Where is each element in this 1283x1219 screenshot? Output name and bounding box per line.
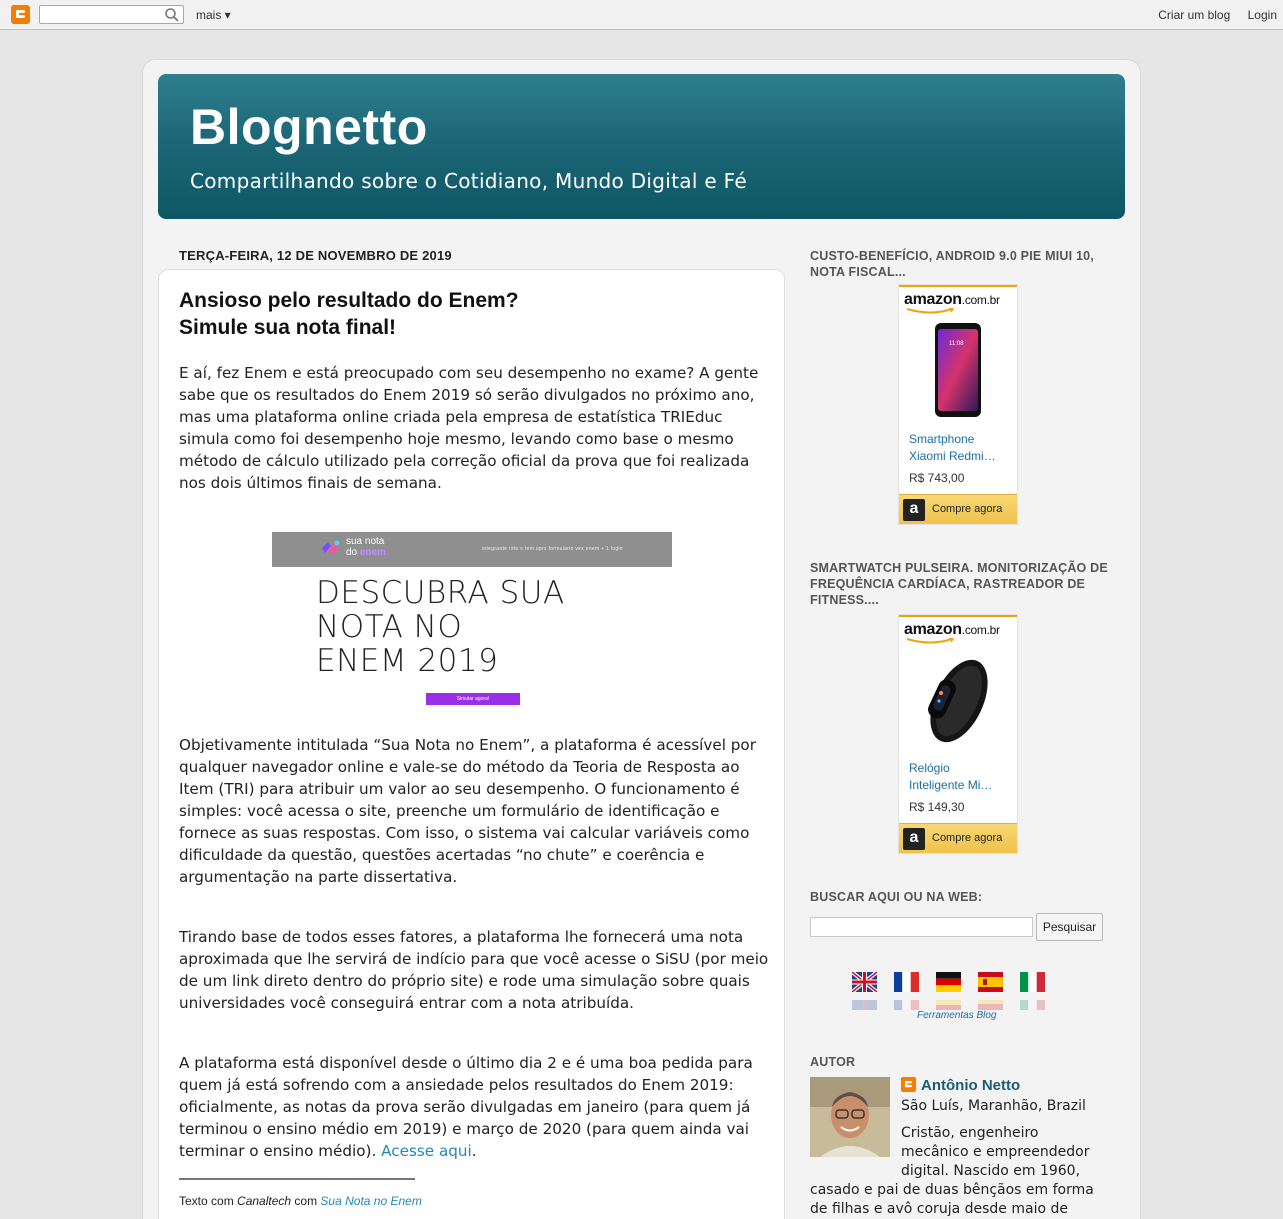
credit-source: Canaltech <box>237 1194 292 1208</box>
ad2-name-line2: Inteligente Mi… <box>909 778 993 792</box>
flags-caption-link[interactable]: Ferramentas Blog <box>917 1010 997 1021</box>
smartwatch-image <box>899 649 1017 747</box>
amazon-ad-1[interactable] <box>898 284 1018 525</box>
svg-text:11:08: 11:08 <box>949 341 964 347</box>
sidebar-search-input[interactable] <box>810 917 1033 937</box>
ad1-logo-text: amazon <box>904 291 962 308</box>
smartphone-image <box>899 319 1017 417</box>
blogger-logo-icon[interactable] <box>11 5 30 24</box>
uk-flag-icon[interactable] <box>852 972 877 1005</box>
divider <box>179 1178 415 1180</box>
ad2-price: R$ 149,30 <box>909 800 965 814</box>
search-button[interactable]: Pesquisar <box>1036 913 1103 941</box>
post-paragraph-4-text: A plataforma está disponível desde o último dia 2 e é uma boa pedida para quem já está sofrendo com a ansiedade pelos resultados do Enem 2019: oficialmente, as notas da prova serão divulgadas em janeiro (para quem já terminou o ensino médio em 2019) e março de 2020 (para quem ainda vai terminar o ensino médio). <box>179 1054 753 1160</box>
italy-flag-icon[interactable] <box>1020 972 1045 1005</box>
france-flag-icon[interactable] <box>894 972 919 1005</box>
ad1-heading: CUSTO-BENEFÍCIO, ANDROID 9.0 PIE MIUI 10, NOTA FISCAL... <box>810 249 1094 279</box>
translate-flags <box>852 972 1052 1006</box>
image-brand-prefix: do <box>346 547 360 558</box>
author-name-link[interactable]: Antônio Netto <box>921 1077 1021 1094</box>
ad1-name-line1: Smartphone <box>909 432 975 446</box>
search-icon[interactable] <box>164 7 180 23</box>
ad2-buy-button[interactable] <box>899 823 1017 853</box>
amazon-logo <box>904 291 1000 309</box>
post-paragraph-3: Tirando base de todos esses fatores, a plataforma lhe fornecerá uma nota aproximada que lhe servirá de indício para que você acesse o SiSU (por meio de um link direto dentro do próprio site) e rode uma simulação sobre quais universidades você conseguirá entrar com a nota atribuída. <box>179 928 769 1012</box>
post-title[interactable] <box>179 287 739 341</box>
post-title-line2: Simule sua nota final! <box>179 316 397 339</box>
post-date: TERÇA-FEIRA, 12 DE NOVEMBRO DE 2019 <box>179 248 452 263</box>
spain-flag-icon[interactable] <box>978 972 1003 1005</box>
blogger-navbar <box>0 0 1283 30</box>
germany-flag-icon[interactable] <box>936 972 961 1005</box>
ad2-name-line1: Relógio <box>909 761 950 775</box>
blog-description: Compartilhando sobre o Cotidiano, Mundo Digital e Fé <box>190 169 747 193</box>
post-paragraph-4: A plataforma está disponível desde o último dia 2 e é uma boa pedida para quem já está sofrendo com a ansiedade pelos resultados do Enem 2019: oficialmente, as notas da prova serão divulgadas em janeiro (para quem já terminou o ensino médio em 2019) e março de 2020 (para quem ainda vai terminar o ensino médio). Acesse aqui. <box>179 1054 753 1160</box>
amazon-ad-2[interactable] <box>898 614 1018 854</box>
credit-mid: com <box>291 1194 321 1208</box>
image-headline-line2: NOTA NO <box>316 609 463 645</box>
amazon-smile-icon <box>906 638 956 644</box>
ad1-product-name[interactable] <box>909 431 1009 465</box>
image-headline-line3: ENEM 2019 <box>316 643 499 679</box>
ad2-heading: SMARTWATCH PULSEIRA. MONITORIZAÇÃO DE FREQUÊNCIA CARDÍACA, RASTREADOR DE FITNESS.... <box>810 561 1108 607</box>
author-bio-part2: casado e pai de duas bênçãos em forma de filhas e avô coruja desde maio de <box>810 1182 1094 1217</box>
author-heading: AUTOR <box>810 1055 856 1069</box>
image-brand <box>346 536 386 558</box>
ad2-product-name[interactable] <box>909 760 1009 794</box>
post-paragraph-2: Objetivamente intitulada “Sua Nota no Enem”, a plataforma é acessível por qualquer navegador online e vale-se do método da Teoria de Resposta ao Item (TRI) para atribuir um valor ao seu desempenho. O funcionamento é simples: você acessa o site, preenche um formulário de identificação e fornece as suas respostas. Com isso, o sistema vai calcular variáveis como dificuldade da questão, questões acertadas “no chute” e coerência e argumentação na parte dissertativa. <box>179 736 756 886</box>
access-here-link[interactable]: Acesse aqui <box>381 1142 472 1160</box>
navbar-search-input[interactable] <box>39 5 184 24</box>
sua-nota-logo-icon <box>320 539 342 557</box>
credit-link[interactable]: Sua Nota no Enem <box>320 1194 422 1208</box>
ad1-name-line2: Xiaomi Redmi… <box>909 449 996 463</box>
credit-prefix: Texto com <box>179 1194 238 1208</box>
author-bio-part1: Cristão, engenheiro mecânico e empreendedor digital. Nascido em 1960, <box>901 1125 1090 1179</box>
amazon-a-icon: a <box>903 828 925 850</box>
image-brand-bold: enem <box>359 547 387 558</box>
amazon-smile-icon <box>906 308 956 314</box>
ad1-logo-suffix: .com.br <box>961 293 1000 307</box>
ad1-buy-label: Compre agora <box>932 503 1003 515</box>
create-blog-link[interactable]: Criar um blog <box>1158 8 1231 22</box>
more-menu[interactable]: mais ▾ <box>196 8 231 22</box>
image-headline-line1: DESCUBRA SUA <box>316 575 565 611</box>
image-headline <box>316 576 565 678</box>
ad2-logo-text: amazon <box>904 621 962 638</box>
ad2-top-border <box>899 615 1017 617</box>
ad1-buy-button[interactable] <box>899 494 1017 524</box>
post-image[interactable] <box>272 532 672 707</box>
ad1-top-border <box>899 285 1017 287</box>
search-heading: BUSCAR AQUI OU NA WEB: <box>810 890 983 904</box>
blogger-profile-icon <box>901 1077 916 1092</box>
image-brand-line1: sua nota <box>346 536 385 547</box>
navbar-right <box>1144 8 1277 22</box>
image-simulate-button: Simular agora! <box>426 693 520 705</box>
ad2-logo-suffix: .com.br <box>961 623 1000 637</box>
ad2-buy-label: Compre agora <box>932 832 1003 844</box>
amazon-a-icon: a <box>903 499 925 521</box>
blog-title[interactable]: Blognetto <box>190 99 428 155</box>
post-credit <box>179 1194 422 1208</box>
image-menu: integrante rsto o tem uprx formulario vex enem + 1 login <box>482 546 623 552</box>
amazon-logo <box>904 621 1000 639</box>
author-photo[interactable] <box>810 1077 890 1157</box>
post-paragraph-1: E aí, fez Enem e está preocupado com seu desempenho no exame? A gente sabe que os resultados do Enem 2019 só serão divulgados no próximo ano, mas uma plataforma online criada pela empresa de estatística TRIEduc simula como foi desempenho hoje mesmo, levando como base o mesmo método de cálculo utilizado pela correção oficial da prova que foi realizada nos dois últimos finais de semana. <box>179 364 759 492</box>
ad1-price: R$ 743,00 <box>909 471 965 485</box>
author-location: São Luís, Maranhão, Brazil <box>901 1098 1086 1114</box>
post-title-line1: Ansioso pelo resultado do Enem? <box>179 289 519 312</box>
login-link[interactable]: Login <box>1247 8 1277 22</box>
